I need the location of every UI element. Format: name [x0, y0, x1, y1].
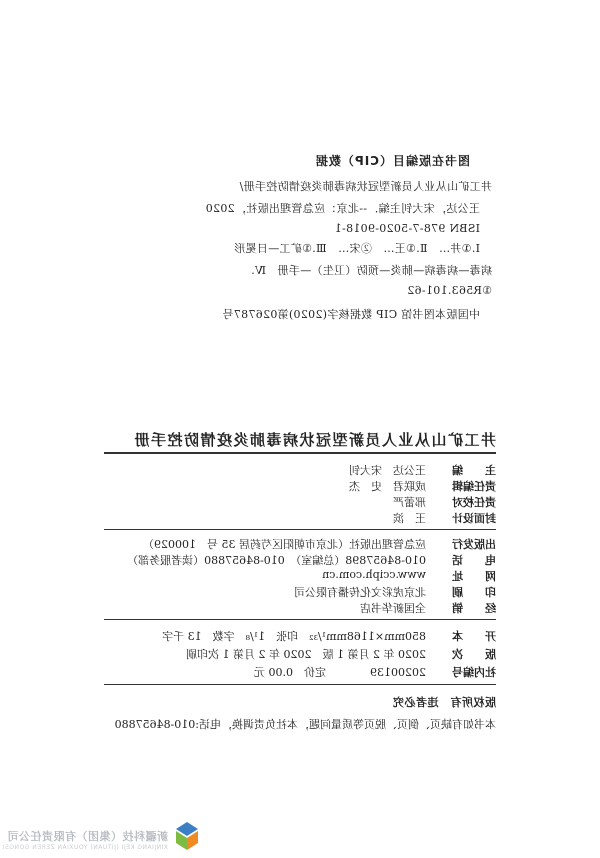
book-title: 井工矿山从业人员新型冠状病毒肺炎疫情防控手册 — [132, 431, 496, 449]
publisher-watermark — [0, 816, 200, 858]
internal-number-label: 社内编号 — [452, 666, 496, 679]
staff-value: 成联君 史 杰 — [349, 480, 426, 493]
cip-number: 中国版本图书馆 CIP 数据核字(2020)第026787号 — [222, 308, 480, 321]
staff-label: 主 编 — [452, 464, 496, 477]
staff-value: 王公达 宋大钊 — [349, 464, 426, 477]
phone-value: 010-84657898（总编室） 010-84657880（读者服务部） — [127, 554, 426, 567]
internal-number-value: 20200139 定价 0.00 元 — [254, 666, 426, 679]
cip-line: Ⅰ.①井… Ⅱ.①王… ②宋… Ⅲ.①矿工—日冕形 — [233, 242, 480, 255]
publisher-logo-icon — [174, 820, 200, 852]
edition-value: 2020 年 2 月第 1 版 2020 年 2 月第 1 次印刷 — [186, 648, 426, 661]
publisher-value: 应急管理出版社（北京市朝阳区芍药居 35 号 100029） — [143, 538, 426, 551]
staff-label: 责任编辑 — [452, 480, 496, 493]
cip-heading: 图书在版编目（CIP）数据 — [314, 154, 470, 168]
staff-value: 王 滨 — [393, 512, 426, 525]
printer-value: 北京虎彩文化传播有限公司 — [294, 586, 426, 599]
title-rule — [104, 452, 496, 454]
edition-label: 版 次 — [452, 648, 496, 661]
publisher-label: 出版发行 — [452, 538, 496, 551]
staff-label: 封面设计 — [452, 512, 496, 525]
section-rule — [104, 529, 496, 530]
copyright-notice: 版权所有 违者必究 — [392, 696, 496, 709]
website-value: www.cciph.com.cn — [322, 568, 426, 581]
cip-line: ISBN 978-7-5020-9018-1 — [334, 222, 480, 235]
quality-notice: 本书如有缺页、倒页、脱页等质量问题，本社负责调换，电话:010-84657880 — [114, 718, 496, 731]
watermark-text: 新疆科技（集团）有限责任公司 — [7, 830, 168, 843]
cip-line: 王公达，宋大钊主编．--北京：应急管理出版社，2020 — [205, 202, 480, 215]
format-value: 850mm×1168mm¹/₃₂ 印张 1¹/₈ 字数 13 千字 — [162, 630, 426, 643]
staff-label: 责任校对 — [452, 496, 496, 509]
phone-label: 电 话 — [452, 554, 496, 567]
staff-value: 邢蕾严 — [393, 496, 426, 509]
cip-line: 井工矿山从业人员新型冠状病毒肺炎疫情防控手册/ — [239, 180, 492, 193]
distributor-value: 全国新华书店 — [360, 602, 426, 615]
watermark-subtext: XINJIANG KEJI (JITUAN) YOUXIAN ZEREN GONGSI — [2, 844, 168, 851]
cip-line: ①R563.101-62 — [407, 284, 492, 297]
format-label: 开 本 — [452, 630, 496, 643]
cip-line: 病毒—病毒病—肺炎—预防（卫生）—手册 Ⅳ. — [250, 264, 492, 277]
distributor-label: 经 销 — [452, 602, 496, 615]
section-rule — [104, 684, 496, 685]
website-label: 网 址 — [452, 570, 496, 583]
printer-label: 印 刷 — [452, 586, 496, 599]
section-rule — [104, 619, 496, 620]
